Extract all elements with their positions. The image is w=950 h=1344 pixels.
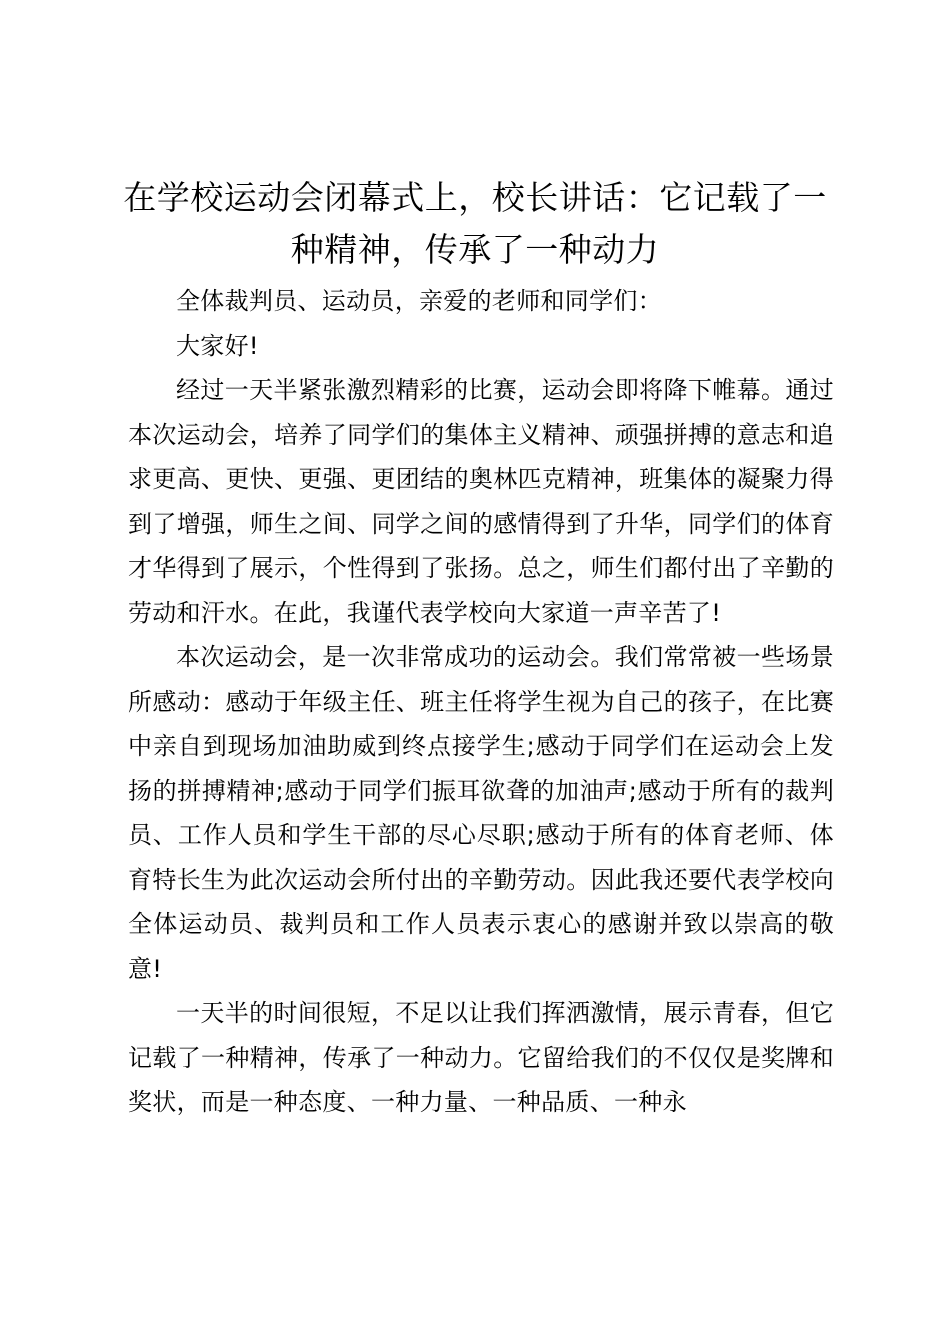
salutation-paragraph: 全体裁判员、运动员，亲爱的老师和同学们： <box>176 287 662 315</box>
document-title: 在学校运动会闭幕式上，校长讲话：它记载了一种精神，传承了一种动力 <box>123 178 827 269</box>
body-paragraph: 经过一天半紧张激烈精彩的比赛，运动会即将降下帷幕。通过本次运动会，培养了同学们的集体主义精神、顽强拼搏的意志和追求更高、更快、更强、更团结的奥林匹克精神，班集体的凝聚力得到了增强，师生之间、同学之间的感情得到了升华，同学们的体育才华得到了展示，个性得到了张扬。总之，师生们都付出了辛勤的劳动和汗水。在此，我谨代表学校向大家道一声辛苦了! <box>128 376 834 627</box>
body-paragraph: 本次运动会，是一次非常成功的运动会。我们常常被一些场景所感动：感动于年级主任、班主任将学生视为自己的孩子，在比赛中亲自到现场加油助威到终点接学生;感动于同学们在运动会上发扬的拼搏精神;感动于同学们振耳欲聋的加油声;感动于所有的裁判员、工作人员和学生干部的尽心尽职;感动于所有的体育老师、体育特长生为此次运动会所付出的辛勤劳动。因此我还要代表学校向全体运动员、裁判员和工作人员表示衷心的感谢并致以崇高的敬意! <box>128 643 834 983</box>
body-paragraph: 一天半的时间很短，不足以让我们挥洒激情，展示青春，但它记载了一种精神，传承了一种动力。它留给我们的不仅仅是奖牌和奖状，而是一种态度、一种力量、一种品质、一种永 <box>128 999 834 1116</box>
greeting-paragraph: 大家好! <box>176 331 259 360</box>
document-body <box>128 279 834 1125</box>
